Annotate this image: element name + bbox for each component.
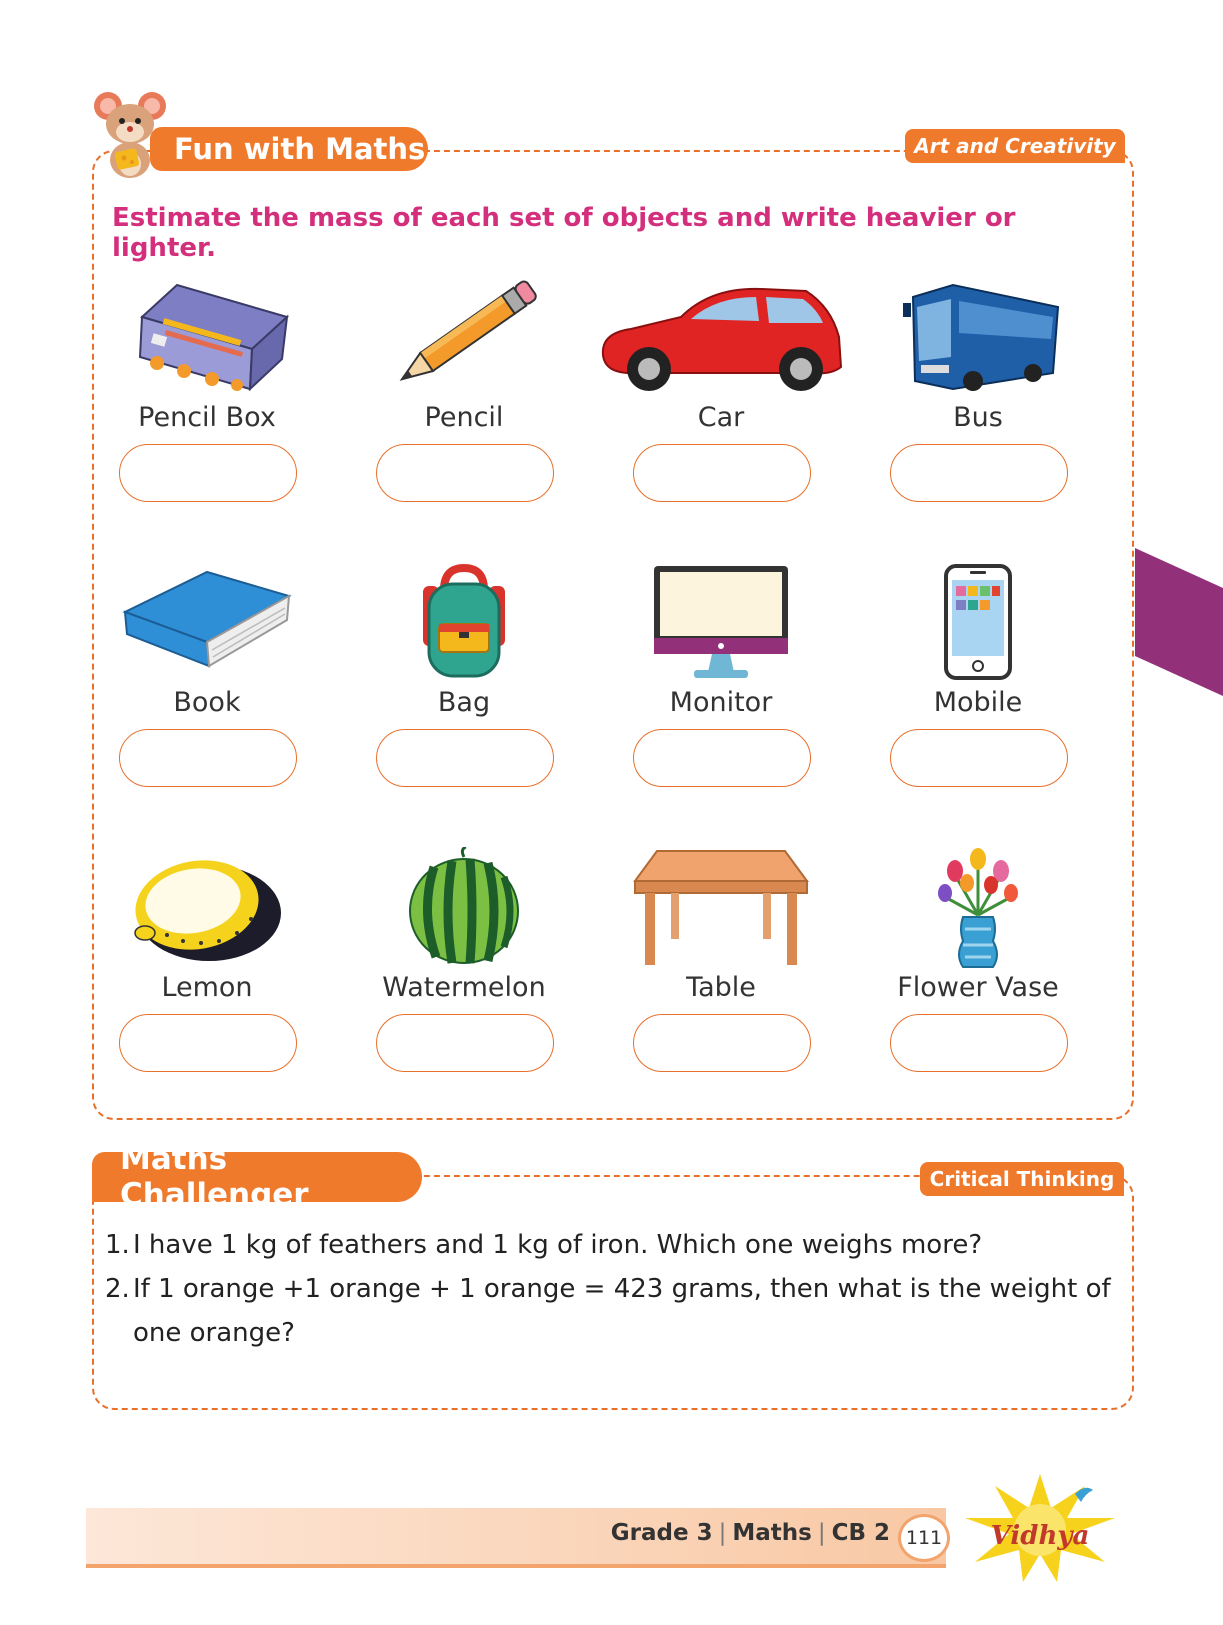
answer-input-monitor[interactable] xyxy=(633,729,811,787)
item-monitor xyxy=(586,557,856,777)
item-bag xyxy=(329,557,599,777)
question-2 xyxy=(105,1267,1125,1355)
item-label: Pencil xyxy=(424,402,504,433)
footer-separator: | xyxy=(817,1520,826,1546)
item-car xyxy=(586,272,856,492)
table-icon xyxy=(631,845,811,969)
item-label: Table xyxy=(686,972,756,1003)
svg-text:Vidhya: Vidhya xyxy=(990,1521,1090,1551)
bus-icon xyxy=(893,277,1063,397)
lemon-icon xyxy=(127,847,287,967)
question-list xyxy=(105,1223,1125,1355)
question-number: 1. xyxy=(105,1230,130,1260)
chapter-side-flag xyxy=(1135,548,1223,696)
vidhya-logo-icon xyxy=(955,1474,1125,1584)
footer-separator: | xyxy=(718,1520,727,1546)
answer-input-pencil[interactable] xyxy=(376,444,554,502)
item-book xyxy=(72,557,342,777)
footer-subject: Maths xyxy=(732,1520,812,1546)
answer-input-lemon[interactable] xyxy=(119,1014,297,1072)
instruction-text: Estimate the mass of each set of objects and write heavier or lighter. xyxy=(112,203,1016,263)
answer-input-flower-vase[interactable] xyxy=(890,1014,1068,1072)
challenge-title: Maths Challenger xyxy=(92,1152,422,1202)
section-tag: Art and Creativity xyxy=(905,129,1125,163)
item-label: Watermelon xyxy=(382,972,546,1003)
item-watermelon xyxy=(329,842,599,1062)
answer-input-watermelon[interactable] xyxy=(376,1014,554,1072)
challenge-tag: Critical Thinking xyxy=(920,1162,1124,1196)
item-lemon xyxy=(72,842,342,1062)
footer-info xyxy=(560,1520,890,1546)
pencil-icon xyxy=(379,277,549,397)
question-text: I have 1 kg of feathers and 1 kg of iron. Which one weighs more? xyxy=(133,1230,983,1260)
question-text: If 1 orange +1 orange + 1 orange = 423 grams, then what is the weight of one orange? xyxy=(133,1274,1111,1348)
answer-input-mobile[interactable] xyxy=(890,729,1068,787)
item-pencil xyxy=(329,272,599,492)
pencil-box-icon xyxy=(122,277,292,397)
book-icon xyxy=(117,562,297,682)
monitor-icon xyxy=(646,562,796,682)
watermelon-icon xyxy=(404,847,524,967)
footer-book: CB 2 xyxy=(831,1520,890,1546)
item-flower-vase xyxy=(843,842,1113,1062)
item-label: Flower Vase xyxy=(897,972,1059,1003)
item-label: Monitor xyxy=(669,687,773,718)
item-label: Car xyxy=(697,402,745,433)
item-label: Mobile xyxy=(933,687,1023,718)
page-number: 111 xyxy=(898,1514,950,1562)
item-label: Bag xyxy=(437,687,491,718)
question-1 xyxy=(105,1223,1125,1267)
answer-input-bag[interactable] xyxy=(376,729,554,787)
answer-input-pencil-box[interactable] xyxy=(119,444,297,502)
question-number: 2. xyxy=(105,1274,130,1304)
item-label: Bus xyxy=(953,402,1003,433)
answer-input-table[interactable] xyxy=(633,1014,811,1072)
item-label: Book xyxy=(173,687,241,718)
item-label: Lemon xyxy=(161,972,253,1003)
item-mobile xyxy=(843,557,1113,777)
car-icon xyxy=(591,277,851,397)
answer-input-book[interactable] xyxy=(119,729,297,787)
answer-input-car[interactable] xyxy=(633,444,811,502)
item-pencil-box xyxy=(72,272,342,492)
section-title: Fun with Maths xyxy=(150,127,428,171)
mobile-icon xyxy=(938,562,1018,682)
item-table xyxy=(586,842,856,1062)
bag-icon xyxy=(409,562,519,682)
item-bus xyxy=(843,272,1113,492)
flower-vase-icon xyxy=(933,845,1023,969)
item-label: Pencil Box xyxy=(138,402,276,433)
answer-input-bus[interactable] xyxy=(890,444,1068,502)
footer-grade: Grade 3 xyxy=(610,1520,713,1546)
